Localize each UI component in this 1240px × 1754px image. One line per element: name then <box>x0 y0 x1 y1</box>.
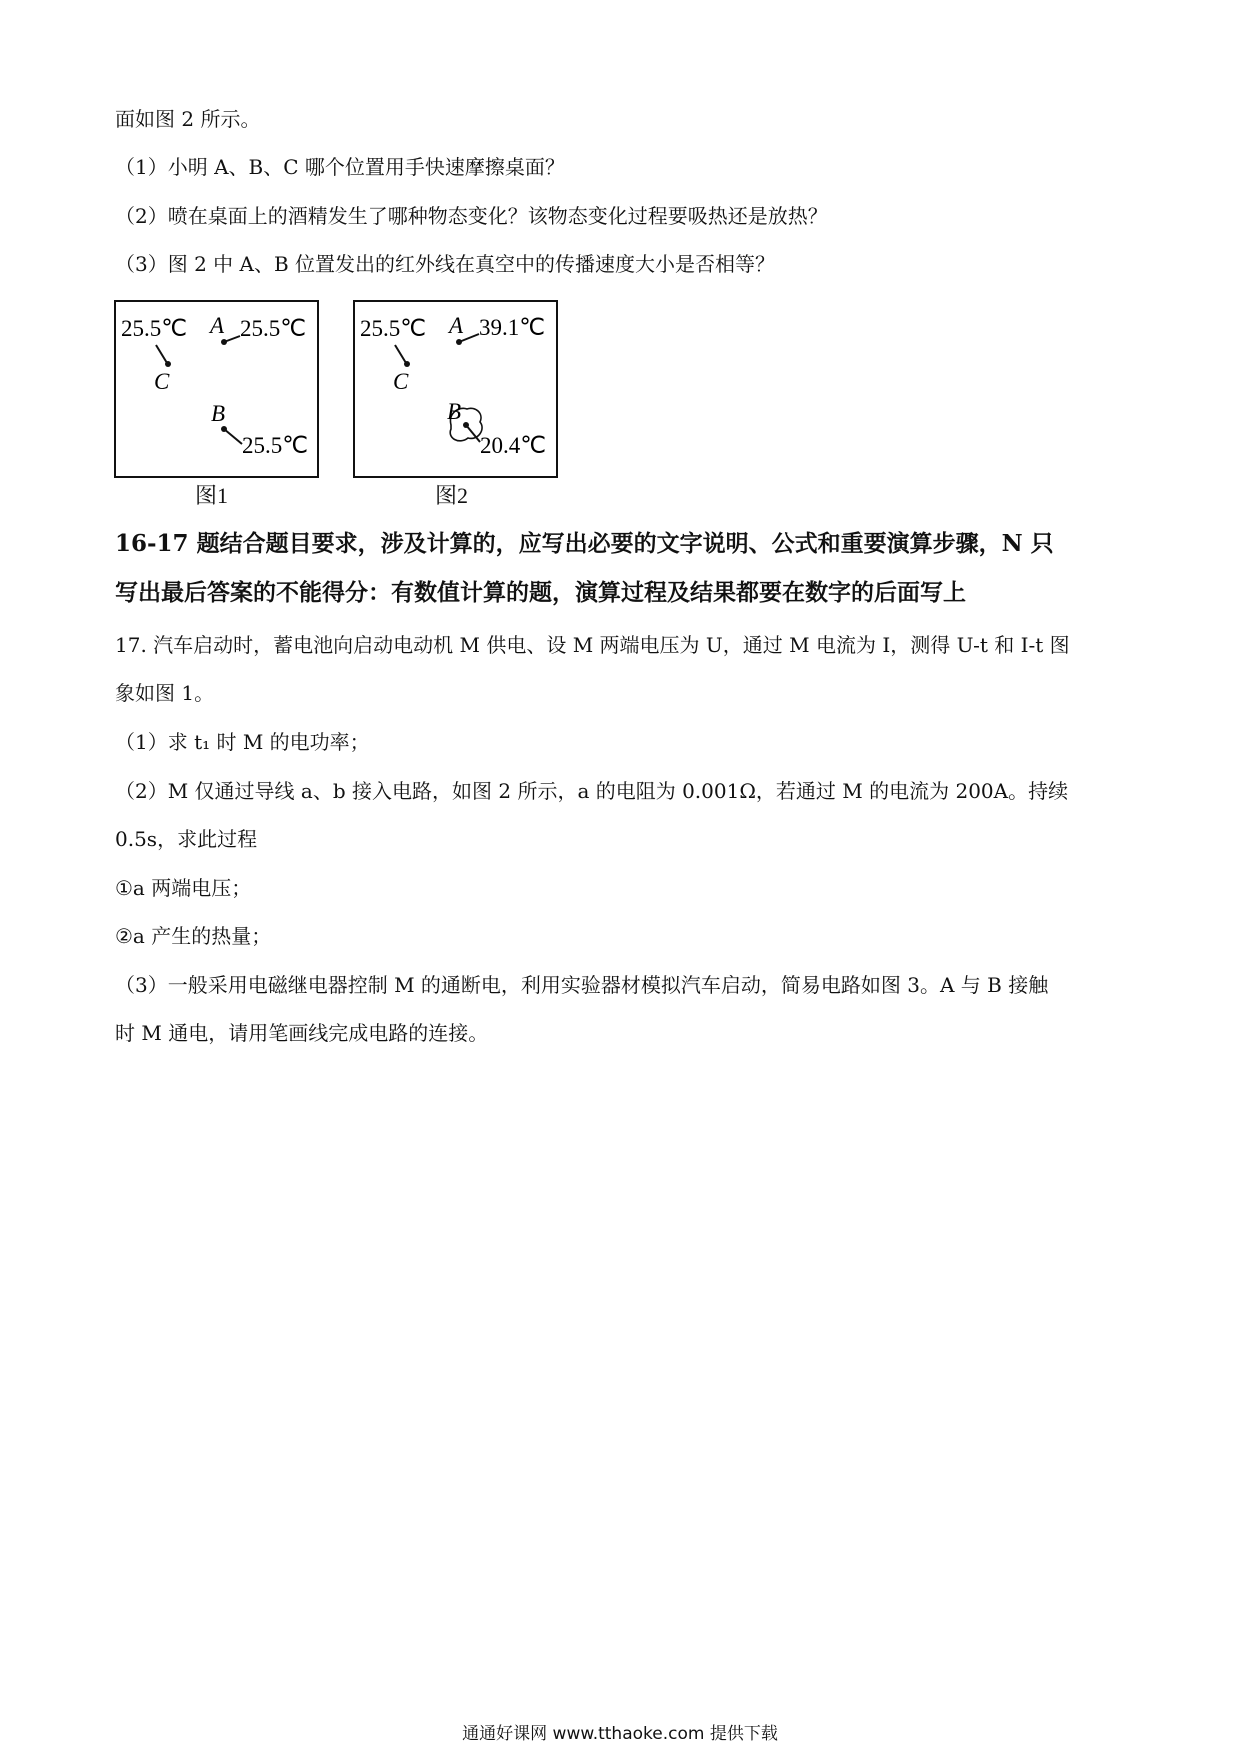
q17-line-1: 17. 汽车启动时，蓄电池向启动电动机 M 供电、设 M 两端电压为 U，通过 M 电流为 I，测得 U-t 和 I-t 图 <box>115 633 1070 657</box>
q17-part-2-cont: 0.5s，求此过程 <box>115 827 258 851</box>
fig1-label-c: C <box>154 369 170 394</box>
fig2-label-c: C <box>393 369 409 394</box>
footer-watermark: 通通好课网 www.tthaoke.com 提供下载 <box>462 1724 778 1744</box>
figure-2-caption: 图2 <box>435 483 469 508</box>
q17-line-2: 象如图 1。 <box>115 681 215 705</box>
q17-part-1: （1）求 t₁ 时 M 的电功率； <box>115 730 370 754</box>
instruction-line-1: 16-17 题结合题目要求，涉及计算的，应写出必要的文字说明、公式和重要演算步骤，N 只 <box>115 530 1054 557</box>
fig2-temp-b: 20.4℃ <box>480 433 547 458</box>
question-1: （1）小明 A、B、C 哪个位置用手快速摩擦桌面？ <box>115 155 565 179</box>
question-3: （3）图 2 中 A、B 位置发出的红外线在真空中的传播速度大小是否相等？ <box>115 252 776 276</box>
fig2-temp-c: 25.5℃ <box>360 316 427 341</box>
figure-1-caption: 图1 <box>195 483 229 508</box>
q17-part-2: （2）M 仅通过导线 a、b 接入电路，如图 2 所示，a 的电阻为 0.001Ω，若通过 M 的电流为 200A。持续 <box>115 779 1069 803</box>
question-2: （2）喷在桌面上的酒精发生了哪种物态变化？该物态变化过程要吸热还是放热？ <box>115 204 828 228</box>
fig1-label-b: B <box>211 401 226 426</box>
fig2-temp-a: 39.1℃ <box>479 315 546 340</box>
q17-part-3: （3）一般采用电磁继电器控制 M 的通断电，利用实验器材模拟汽车启动，简易电路如图 3。A 与 B 接触 <box>115 973 1049 997</box>
q17-sub-2: ②a 产生的热量； <box>115 924 272 948</box>
fig2-label-b: B <box>447 399 462 424</box>
figure-2-diagram <box>353 300 559 480</box>
fig1-label-a: A <box>210 313 225 338</box>
fig1-temp-c: 25.5℃ <box>121 316 188 341</box>
fig1-temp-b: 25.5℃ <box>242 433 309 458</box>
q17-sub-1: ①a 两端电压； <box>115 876 252 900</box>
fig2-label-a: A <box>449 313 464 338</box>
text-line-1: 面如图 2 所示。 <box>115 107 261 131</box>
fig1-temp-a: 25.5℃ <box>240 316 307 341</box>
instruction-line-2: 写出最后答案的不能得分：有数值计算的题，演算过程及结果都要在数字的后面写上 <box>115 579 966 606</box>
q17-part-3-cont: 时 M 通电，请用笔画线完成电路的连接。 <box>115 1021 489 1045</box>
figure-1-diagram <box>114 300 320 480</box>
